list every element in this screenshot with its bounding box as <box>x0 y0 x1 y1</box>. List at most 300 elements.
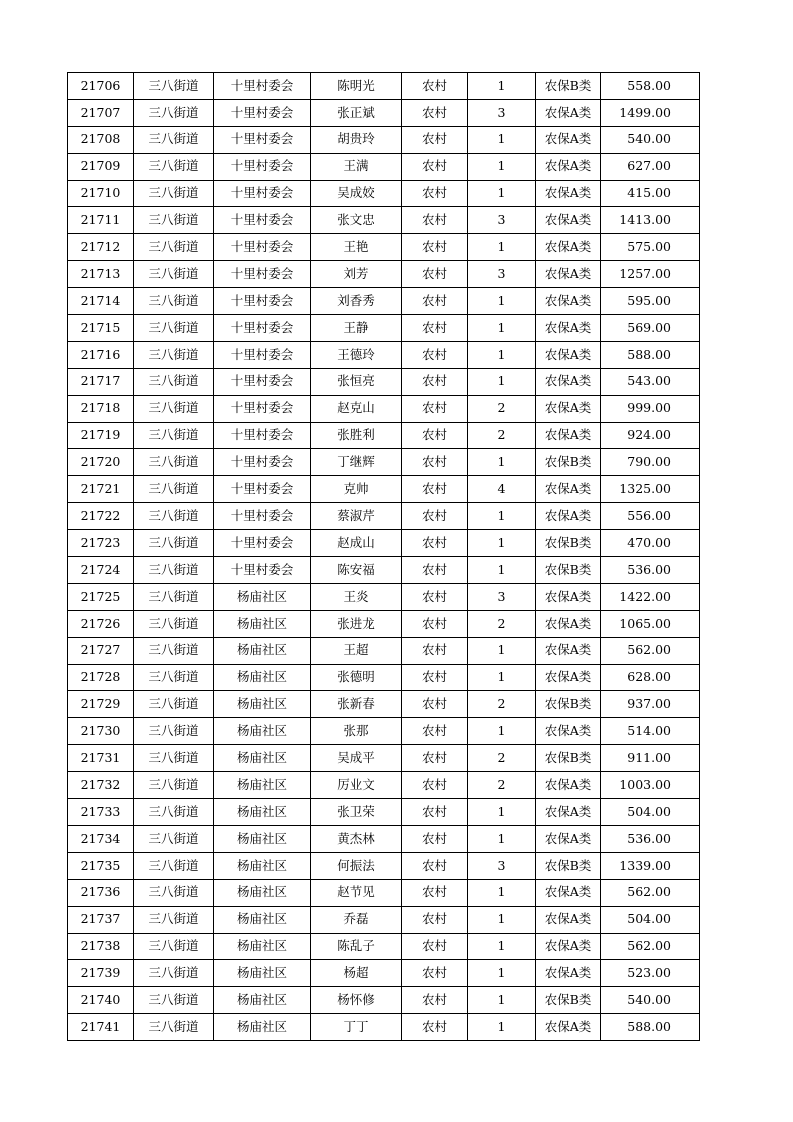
community-cell: 十里村委会 <box>214 153 311 180</box>
street-cell: 三八街道 <box>134 476 214 503</box>
member-count-cell: 2 <box>468 745 536 772</box>
table-row <box>68 691 700 718</box>
member-count-cell: 4 <box>468 476 536 503</box>
table-row <box>68 530 700 557</box>
insurance-class-cell: 农保A类 <box>536 234 601 261</box>
household-type-cell: 农村 <box>402 852 468 879</box>
street-cell: 三八街道 <box>134 557 214 584</box>
household-type-cell: 农村 <box>402 73 468 100</box>
name-cell: 刘香秀 <box>311 288 402 315</box>
amount-cell: 911.00 <box>601 745 700 772</box>
street-cell: 三八街道 <box>134 1014 214 1041</box>
name-cell: 王静 <box>311 315 402 342</box>
record-id-cell: 21717 <box>68 368 134 395</box>
table-row <box>68 583 700 610</box>
member-count-cell: 1 <box>468 933 536 960</box>
street-cell: 三八街道 <box>134 99 214 126</box>
street-cell: 三八街道 <box>134 691 214 718</box>
table-row <box>68 99 700 126</box>
amount-cell: 504.00 <box>601 906 700 933</box>
table-row <box>68 960 700 987</box>
community-cell: 杨庙社区 <box>214 906 311 933</box>
insurance-class-cell: 农保A类 <box>536 476 601 503</box>
household-type-cell: 农村 <box>402 180 468 207</box>
member-count-cell: 1 <box>468 664 536 691</box>
amount-cell: 790.00 <box>601 449 700 476</box>
street-cell: 三八街道 <box>134 422 214 449</box>
name-cell: 乔磊 <box>311 906 402 933</box>
name-cell: 丁继辉 <box>311 449 402 476</box>
street-cell: 三八街道 <box>134 153 214 180</box>
amount-cell: 1257.00 <box>601 261 700 288</box>
household-type-cell: 农村 <box>402 637 468 664</box>
street-cell: 三八街道 <box>134 207 214 234</box>
street-cell: 三八街道 <box>134 879 214 906</box>
community-cell: 十里村委会 <box>214 449 311 476</box>
name-cell: 张文忠 <box>311 207 402 234</box>
table-row <box>68 745 700 772</box>
amount-cell: 937.00 <box>601 691 700 718</box>
table-row <box>68 557 700 584</box>
table-row <box>68 341 700 368</box>
insurance-class-cell: 农保A类 <box>536 341 601 368</box>
community-cell: 杨庙社区 <box>214 664 311 691</box>
community-cell: 十里村委会 <box>214 234 311 261</box>
table-row <box>68 933 700 960</box>
household-type-cell: 农村 <box>402 691 468 718</box>
member-count-cell: 1 <box>468 126 536 153</box>
member-count-cell: 2 <box>468 772 536 799</box>
name-cell: 杨超 <box>311 960 402 987</box>
amount-cell: 924.00 <box>601 422 700 449</box>
member-count-cell: 3 <box>468 207 536 234</box>
record-id-cell: 21711 <box>68 207 134 234</box>
community-cell: 杨庙社区 <box>214 610 311 637</box>
name-cell: 黄杰林 <box>311 825 402 852</box>
table-row <box>68 261 700 288</box>
table-row <box>68 852 700 879</box>
amount-cell: 562.00 <box>601 933 700 960</box>
table-row <box>68 368 700 395</box>
community-cell: 十里村委会 <box>214 530 311 557</box>
street-cell: 三八街道 <box>134 852 214 879</box>
household-type-cell: 农村 <box>402 718 468 745</box>
insurance-class-cell: 农保B类 <box>536 73 601 100</box>
amount-cell: 558.00 <box>601 73 700 100</box>
table-row <box>68 664 700 691</box>
insurance-class-cell: 农保A类 <box>536 288 601 315</box>
household-type-cell: 农村 <box>402 772 468 799</box>
member-count-cell: 3 <box>468 261 536 288</box>
amount-cell: 540.00 <box>601 126 700 153</box>
table-row <box>68 476 700 503</box>
record-id-cell: 21722 <box>68 503 134 530</box>
insurance-class-cell: 农保A类 <box>536 368 601 395</box>
street-cell: 三八街道 <box>134 987 214 1014</box>
insurance-class-cell: 农保A类 <box>536 153 601 180</box>
member-count-cell: 2 <box>468 610 536 637</box>
table-row <box>68 825 700 852</box>
member-count-cell: 1 <box>468 315 536 342</box>
insurance-class-cell: 农保B类 <box>536 691 601 718</box>
name-cell: 蔡淑芹 <box>311 503 402 530</box>
record-id-cell: 21735 <box>68 852 134 879</box>
insurance-class-cell: 农保A类 <box>536 664 601 691</box>
street-cell: 三八街道 <box>134 825 214 852</box>
member-count-cell: 1 <box>468 341 536 368</box>
community-cell: 杨庙社区 <box>214 987 311 1014</box>
record-id-cell: 21713 <box>68 261 134 288</box>
record-id-cell: 21727 <box>68 637 134 664</box>
street-cell: 三八街道 <box>134 745 214 772</box>
insurance-class-cell: 农保A类 <box>536 395 601 422</box>
table-row <box>68 1014 700 1041</box>
table-row <box>68 772 700 799</box>
insurance-class-cell: 农保A类 <box>536 422 601 449</box>
amount-cell: 562.00 <box>601 637 700 664</box>
table-row <box>68 234 700 261</box>
insurance-class-cell: 农保B类 <box>536 530 601 557</box>
amount-cell: 562.00 <box>601 879 700 906</box>
name-cell: 陈安福 <box>311 557 402 584</box>
amount-cell: 536.00 <box>601 825 700 852</box>
street-cell: 三八街道 <box>134 126 214 153</box>
insurance-class-cell: 农保A类 <box>536 879 601 906</box>
street-cell: 三八街道 <box>134 637 214 664</box>
member-count-cell: 1 <box>468 368 536 395</box>
insurance-class-cell: 农保B类 <box>536 449 601 476</box>
name-cell: 陈乱子 <box>311 933 402 960</box>
record-id-cell: 21715 <box>68 315 134 342</box>
name-cell: 厉业文 <box>311 772 402 799</box>
insurance-class-cell: 农保A类 <box>536 261 601 288</box>
household-type-cell: 农村 <box>402 960 468 987</box>
member-count-cell: 1 <box>468 449 536 476</box>
amount-cell: 470.00 <box>601 530 700 557</box>
record-id-cell: 21737 <box>68 906 134 933</box>
community-cell: 杨庙社区 <box>214 1014 311 1041</box>
member-count-cell: 2 <box>468 422 536 449</box>
table-row <box>68 422 700 449</box>
insurance-class-cell: 农保A类 <box>536 825 601 852</box>
name-cell: 赵克山 <box>311 395 402 422</box>
household-type-cell: 农村 <box>402 610 468 637</box>
table-row <box>68 207 700 234</box>
street-cell: 三八街道 <box>134 261 214 288</box>
record-id-cell: 21726 <box>68 610 134 637</box>
community-cell: 十里村委会 <box>214 395 311 422</box>
insurance-class-cell: 农保A类 <box>536 1014 601 1041</box>
record-id-cell: 21730 <box>68 718 134 745</box>
table-row <box>68 153 700 180</box>
household-type-cell: 农村 <box>402 153 468 180</box>
record-id-cell: 21718 <box>68 395 134 422</box>
record-id-cell: 21724 <box>68 557 134 584</box>
household-type-cell: 农村 <box>402 368 468 395</box>
records-table <box>67 72 700 1041</box>
street-cell: 三八街道 <box>134 799 214 826</box>
name-cell: 陈明光 <box>311 73 402 100</box>
member-count-cell: 1 <box>468 799 536 826</box>
name-cell: 王超 <box>311 637 402 664</box>
member-count-cell: 1 <box>468 879 536 906</box>
name-cell: 张新春 <box>311 691 402 718</box>
amount-cell: 1003.00 <box>601 772 700 799</box>
insurance-class-cell: 农保A类 <box>536 503 601 530</box>
name-cell: 赵成山 <box>311 530 402 557</box>
street-cell: 三八街道 <box>134 718 214 745</box>
community-cell: 十里村委会 <box>214 476 311 503</box>
name-cell: 王炎 <box>311 583 402 610</box>
street-cell: 三八街道 <box>134 341 214 368</box>
street-cell: 三八街道 <box>134 73 214 100</box>
amount-cell: 628.00 <box>601 664 700 691</box>
household-type-cell: 农村 <box>402 583 468 610</box>
street-cell: 三八街道 <box>134 530 214 557</box>
member-count-cell: 3 <box>468 852 536 879</box>
record-id-cell: 21707 <box>68 99 134 126</box>
record-id-cell: 21736 <box>68 879 134 906</box>
table-row <box>68 449 700 476</box>
table-row <box>68 288 700 315</box>
community-cell: 十里村委会 <box>214 503 311 530</box>
household-type-cell: 农村 <box>402 799 468 826</box>
street-cell: 三八街道 <box>134 368 214 395</box>
table-row <box>68 718 700 745</box>
name-cell: 吴成姣 <box>311 180 402 207</box>
record-id-cell: 21733 <box>68 799 134 826</box>
table-row <box>68 879 700 906</box>
table-row <box>68 126 700 153</box>
name-cell: 克帅 <box>311 476 402 503</box>
household-type-cell: 农村 <box>402 987 468 1014</box>
insurance-class-cell: 农保A类 <box>536 772 601 799</box>
name-cell: 吴成平 <box>311 745 402 772</box>
household-type-cell: 农村 <box>402 341 468 368</box>
insurance-class-cell: 农保B类 <box>536 987 601 1014</box>
amount-cell: 575.00 <box>601 234 700 261</box>
amount-cell: 540.00 <box>601 987 700 1014</box>
amount-cell: 543.00 <box>601 368 700 395</box>
community-cell: 杨庙社区 <box>214 825 311 852</box>
amount-cell: 595.00 <box>601 288 700 315</box>
insurance-class-cell: 农保A类 <box>536 207 601 234</box>
community-cell: 十里村委会 <box>214 99 311 126</box>
community-cell: 十里村委会 <box>214 73 311 100</box>
community-cell: 杨庙社区 <box>214 879 311 906</box>
record-id-cell: 21725 <box>68 583 134 610</box>
community-cell: 杨庙社区 <box>214 637 311 664</box>
name-cell: 张德明 <box>311 664 402 691</box>
community-cell: 杨庙社区 <box>214 799 311 826</box>
amount-cell: 514.00 <box>601 718 700 745</box>
table-row <box>68 503 700 530</box>
street-cell: 三八街道 <box>134 180 214 207</box>
record-id-cell: 21738 <box>68 933 134 960</box>
community-cell: 十里村委会 <box>214 126 311 153</box>
record-id-cell: 21716 <box>68 341 134 368</box>
household-type-cell: 农村 <box>402 288 468 315</box>
insurance-class-cell: 农保A类 <box>536 933 601 960</box>
name-cell: 张卫荣 <box>311 799 402 826</box>
record-id-cell: 21739 <box>68 960 134 987</box>
amount-cell: 1339.00 <box>601 852 700 879</box>
name-cell: 王德玲 <box>311 341 402 368</box>
record-id-cell: 21719 <box>68 422 134 449</box>
table-row <box>68 180 700 207</box>
community-cell: 杨庙社区 <box>214 960 311 987</box>
record-id-cell: 21729 <box>68 691 134 718</box>
member-count-cell: 1 <box>468 960 536 987</box>
community-cell: 十里村委会 <box>214 315 311 342</box>
street-cell: 三八街道 <box>134 449 214 476</box>
records-body <box>68 73 700 1041</box>
insurance-class-cell: 农保A类 <box>536 610 601 637</box>
insurance-class-cell: 农保B类 <box>536 557 601 584</box>
name-cell: 王艳 <box>311 234 402 261</box>
household-type-cell: 农村 <box>402 126 468 153</box>
member-count-cell: 1 <box>468 637 536 664</box>
community-cell: 十里村委会 <box>214 288 311 315</box>
insurance-class-cell: 农保A类 <box>536 906 601 933</box>
community-cell: 十里村委会 <box>214 422 311 449</box>
household-type-cell: 农村 <box>402 745 468 772</box>
insurance-class-cell: 农保A类 <box>536 126 601 153</box>
name-cell: 张胜利 <box>311 422 402 449</box>
amount-cell: 999.00 <box>601 395 700 422</box>
name-cell: 张进龙 <box>311 610 402 637</box>
table-row <box>68 395 700 422</box>
community-cell: 杨庙社区 <box>214 745 311 772</box>
insurance-class-cell: 农保A类 <box>536 637 601 664</box>
member-count-cell: 1 <box>468 987 536 1014</box>
record-id-cell: 21708 <box>68 126 134 153</box>
amount-cell: 556.00 <box>601 503 700 530</box>
member-count-cell: 1 <box>468 530 536 557</box>
street-cell: 三八街道 <box>134 583 214 610</box>
amount-cell: 1422.00 <box>601 583 700 610</box>
household-type-cell: 农村 <box>402 99 468 126</box>
insurance-class-cell: 农保B类 <box>536 852 601 879</box>
record-id-cell: 21706 <box>68 73 134 100</box>
insurance-class-cell: 农保A类 <box>536 583 601 610</box>
name-cell: 刘芳 <box>311 261 402 288</box>
member-count-cell: 1 <box>468 503 536 530</box>
record-id-cell: 21712 <box>68 234 134 261</box>
household-type-cell: 农村 <box>402 530 468 557</box>
member-count-cell: 1 <box>468 234 536 261</box>
community-cell: 杨庙社区 <box>214 933 311 960</box>
record-id-cell: 21731 <box>68 745 134 772</box>
household-type-cell: 农村 <box>402 234 468 261</box>
household-type-cell: 农村 <box>402 449 468 476</box>
table-row <box>68 315 700 342</box>
amount-cell: 1499.00 <box>601 99 700 126</box>
table-row <box>68 610 700 637</box>
record-id-cell: 21734 <box>68 825 134 852</box>
table-row <box>68 637 700 664</box>
community-cell: 十里村委会 <box>214 341 311 368</box>
household-type-cell: 农村 <box>402 933 468 960</box>
amount-cell: 1413.00 <box>601 207 700 234</box>
member-count-cell: 1 <box>468 825 536 852</box>
community-cell: 十里村委会 <box>214 557 311 584</box>
community-cell: 十里村委会 <box>214 368 311 395</box>
member-count-cell: 1 <box>468 557 536 584</box>
record-id-cell: 21710 <box>68 180 134 207</box>
member-count-cell: 3 <box>468 583 536 610</box>
record-id-cell: 21741 <box>68 1014 134 1041</box>
member-count-cell: 1 <box>468 906 536 933</box>
household-type-cell: 农村 <box>402 476 468 503</box>
household-type-cell: 农村 <box>402 261 468 288</box>
household-type-cell: 农村 <box>402 315 468 342</box>
street-cell: 三八街道 <box>134 906 214 933</box>
street-cell: 三八街道 <box>134 664 214 691</box>
member-count-cell: 2 <box>468 395 536 422</box>
record-id-cell: 21709 <box>68 153 134 180</box>
name-cell: 张正斌 <box>311 99 402 126</box>
member-count-cell: 1 <box>468 1014 536 1041</box>
amount-cell: 588.00 <box>601 1014 700 1041</box>
name-cell: 杨怀修 <box>311 987 402 1014</box>
name-cell: 何振法 <box>311 852 402 879</box>
amount-cell: 1065.00 <box>601 610 700 637</box>
table-row <box>68 906 700 933</box>
household-type-cell: 农村 <box>402 1014 468 1041</box>
member-count-cell: 1 <box>468 73 536 100</box>
street-cell: 三八街道 <box>134 288 214 315</box>
record-id-cell: 21728 <box>68 664 134 691</box>
record-id-cell: 21732 <box>68 772 134 799</box>
member-count-cell: 1 <box>468 153 536 180</box>
record-id-cell: 21740 <box>68 987 134 1014</box>
household-type-cell: 农村 <box>402 395 468 422</box>
table-row <box>68 987 700 1014</box>
member-count-cell: 1 <box>468 718 536 745</box>
street-cell: 三八街道 <box>134 933 214 960</box>
household-type-cell: 农村 <box>402 422 468 449</box>
member-count-cell: 1 <box>468 288 536 315</box>
record-id-cell: 21721 <box>68 476 134 503</box>
household-type-cell: 农村 <box>402 557 468 584</box>
name-cell: 张恒亮 <box>311 368 402 395</box>
amount-cell: 415.00 <box>601 180 700 207</box>
insurance-class-cell: 农保A类 <box>536 960 601 987</box>
name-cell: 王满 <box>311 153 402 180</box>
record-id-cell: 21723 <box>68 530 134 557</box>
name-cell: 张那 <box>311 718 402 745</box>
household-type-cell: 农村 <box>402 906 468 933</box>
street-cell: 三八街道 <box>134 315 214 342</box>
community-cell: 十里村委会 <box>214 261 311 288</box>
amount-cell: 588.00 <box>601 341 700 368</box>
community-cell: 十里村委会 <box>214 180 311 207</box>
member-count-cell: 1 <box>468 180 536 207</box>
insurance-class-cell: 农保A类 <box>536 315 601 342</box>
insurance-class-cell: 农保A类 <box>536 718 601 745</box>
community-cell: 十里村委会 <box>214 207 311 234</box>
name-cell: 胡贵玲 <box>311 126 402 153</box>
amount-cell: 523.00 <box>601 960 700 987</box>
household-type-cell: 农村 <box>402 825 468 852</box>
street-cell: 三八街道 <box>134 960 214 987</box>
street-cell: 三八街道 <box>134 503 214 530</box>
record-id-cell: 21714 <box>68 288 134 315</box>
street-cell: 三八街道 <box>134 395 214 422</box>
street-cell: 三八街道 <box>134 772 214 799</box>
household-type-cell: 农村 <box>402 879 468 906</box>
